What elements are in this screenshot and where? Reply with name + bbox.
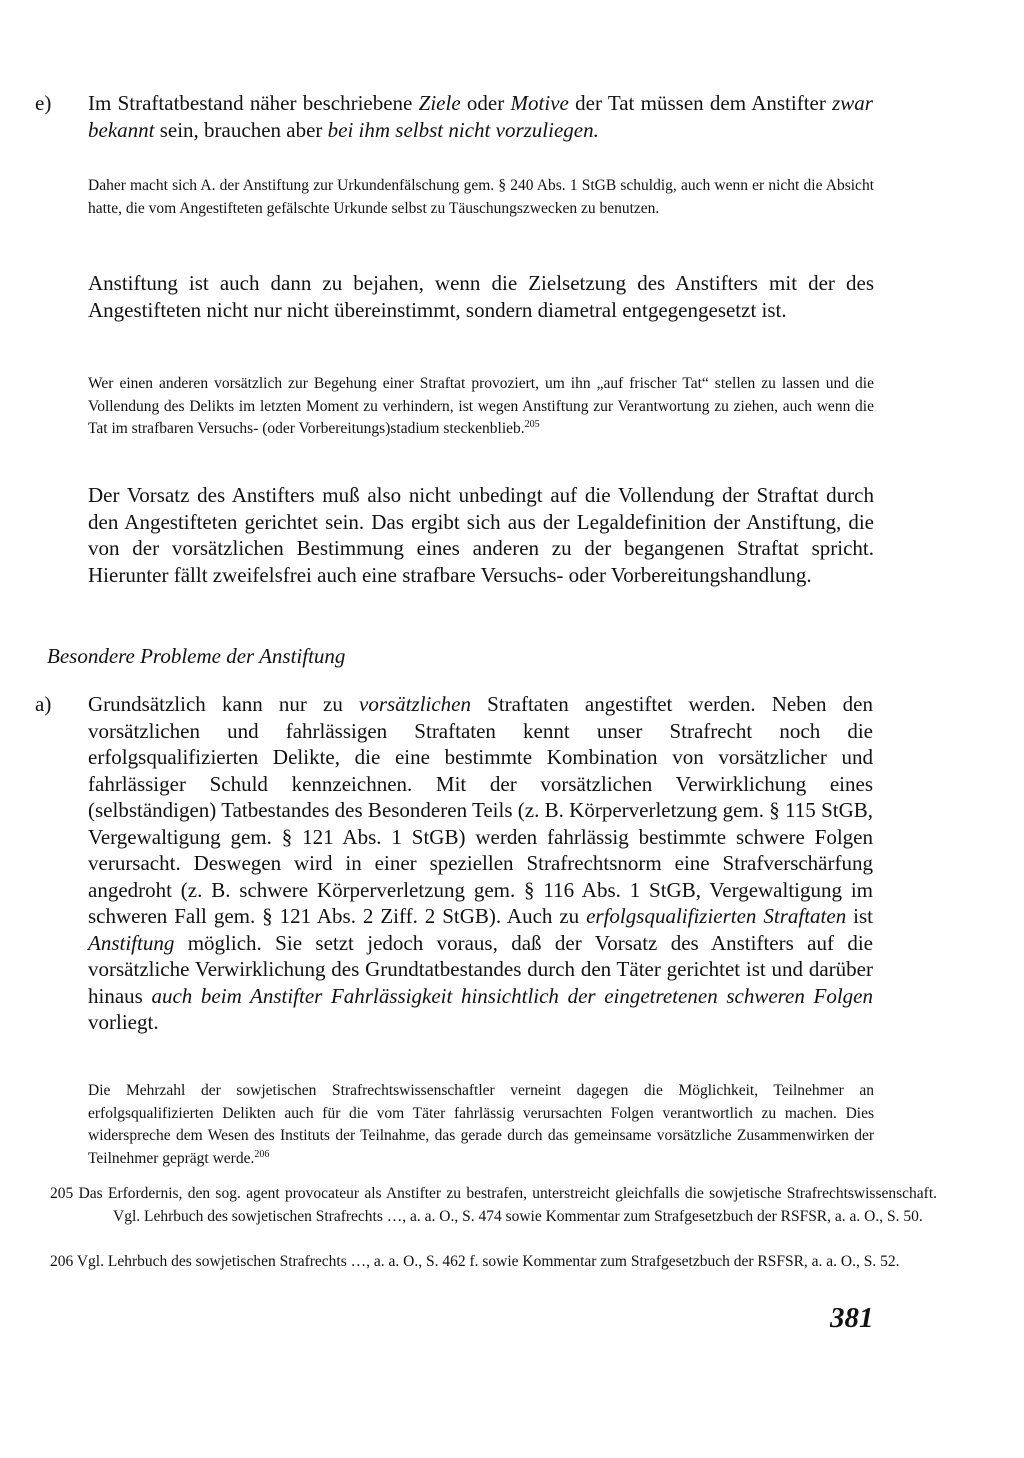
paragraph-anstiftung: Anstiftung ist auch dann zu bejahen, wenn die Zielsetzung des Anstifters mit der des Angestifteten nicht nur nicht übereinstimmt, sondern diametral entgegengesetzt ist. — [88, 271, 874, 322]
footnote-206: 206 Vgl. Lehrbuch des sowjetischen Strafrechts …, a. a. O., S. 462 f. sowie Kommentar zum Strafgesetzbuch der RSFSR, a. a. O., S. 52. — [50, 1253, 900, 1270]
footnote-205: 205 Das Erfordernis, den sog. agent provocateur als Anstifter zu bestrafen, unterstreicht gleichfalls die sowjetische Strafrechtswissenschaft. Vgl. Lehrbuch des sowjetischen Strafrechts …, a. a. O., S. 474 sowie Kommentar zum Strafgesetzbuch der RSFSR, a. a. O., S. 50. — [50, 1185, 938, 1225]
note-daher: Daher macht sich A. der Anstiftung zur Urkundenfälschung gem. § 240 Abs. 1 StGB schuldig, auch wenn er nicht die Absicht hatte, die vom Angestifteten gefälschte Urkunde selbst zu Täuschungszwecken zu benutzen. — [88, 177, 874, 217]
section-a — [35, 691, 873, 1036]
section-e-text: Im Straftatbestand näher beschriebene Ziele oder Motive der Tat müssen dem Anstifter zwar bekannt sein, brauchen aber bei ihm selbst nicht vorzuliegen. — [88, 91, 873, 142]
section-a-label: a) — [35, 692, 52, 716]
note-wer: Wer einen anderen vorsätzlich zur Begehung einer Straftat provoziert, um ihn „auf frischer Tat“ stellen zu lassen und die Vollendung des Delikts im letzten Moment zu verhindern, ist wegen Anstiftung zur Verantwortung zu ziehen, auch wenn die Tat im strafbaren Versuchs- (oder Vorbereitungs)stadium steckenblieb.$^{205}$ — [88, 375, 874, 437]
section-e-label: e) — [35, 91, 52, 115]
section-e — [35, 90, 873, 143]
note-mehrzahl: Die Mehrzahl der sowjetischen Strafrechtswissenschaftler verneint dagegen die Möglichkeit, Teilnehmer an erfolgsqualifizierten Delikten auch für die vom Täter fahrlässig verursachten Folgen verantwortlich zu machen. Dies widerspreche dem Wesen des Instituts der Teilnahme, das gerade durch das gemeinsame vorsätzliche Zusammenwirken der Teilnehmer geprägt werde.$^{206}$ — [88, 1082, 874, 1167]
paragraph-vorsatz: Der Vorsatz des Anstifters muß also nicht unbedingt auf die Vollendung der Straftat durch den Angestifteten gerichtet sein. Das ergibt sich aus der Legaldefinition der Anstiftung, die von der vorsätzlichen Bestimmung eines anderen zu der begangenen Straftat spricht. Hierunter fällt zweifelsfrei auch eine strafbare Versuchs- oder Vorbereitungshandlung. — [88, 483, 874, 587]
footnote-ref-205[interactable]: 205 — [524, 418, 540, 430]
page-number: 381 — [830, 1302, 874, 1334]
section-a-text: Grundsätzlich kann nur zu vorsätzlichen Straftaten angestiftet werden. Neben den vorsätzlichen und fahrlässigen Straftaten kennt unser Strafrecht noch die erfolgsqualifizierten Delikte, die eine bestimmte Kombination von vorsätzlicher und fahrlässiger Schuld kennzeichnen. Mit der vorsätzlichen Verwirklichung eines (selbständigen) Tatbestandes des Besonderen Teils (z. B. Körperverletzung gem. § 115 StGB, Vergewaltigung gem. § 121 Abs. 1 StGB) werden fahrlässig bestimmte schwere Folgen verursacht. Deswegen wird in einer speziellen Strafrechtsnorm eine Strafverschärfung angedroht (z. B. schwere Körperverletzung gem. § 116 Abs. 1 StGB, Vergewaltigung im schweren Fall gem. § 121 Abs. 2 Ziff. 2 StGB). Auch zu erfolgsqualifizierten Straftaten ist Anstiftung möglich. Sie setzt jedoch voraus, daß der Vorsatz des Anstifters auf die vorsätzliche Verwirklichung des Grundtatbestandes durch den Täter gerichtet ist und darüber hinaus auch beim Anstifter Fahrlässigkeit hinsichtlich der eingetretenen schweren Folgen vorliegt. — [88, 692, 873, 1034]
footnote-ref-206[interactable]: 206 — [254, 1148, 270, 1160]
section-heading: Besondere Probleme der Anstiftung — [47, 644, 346, 668]
